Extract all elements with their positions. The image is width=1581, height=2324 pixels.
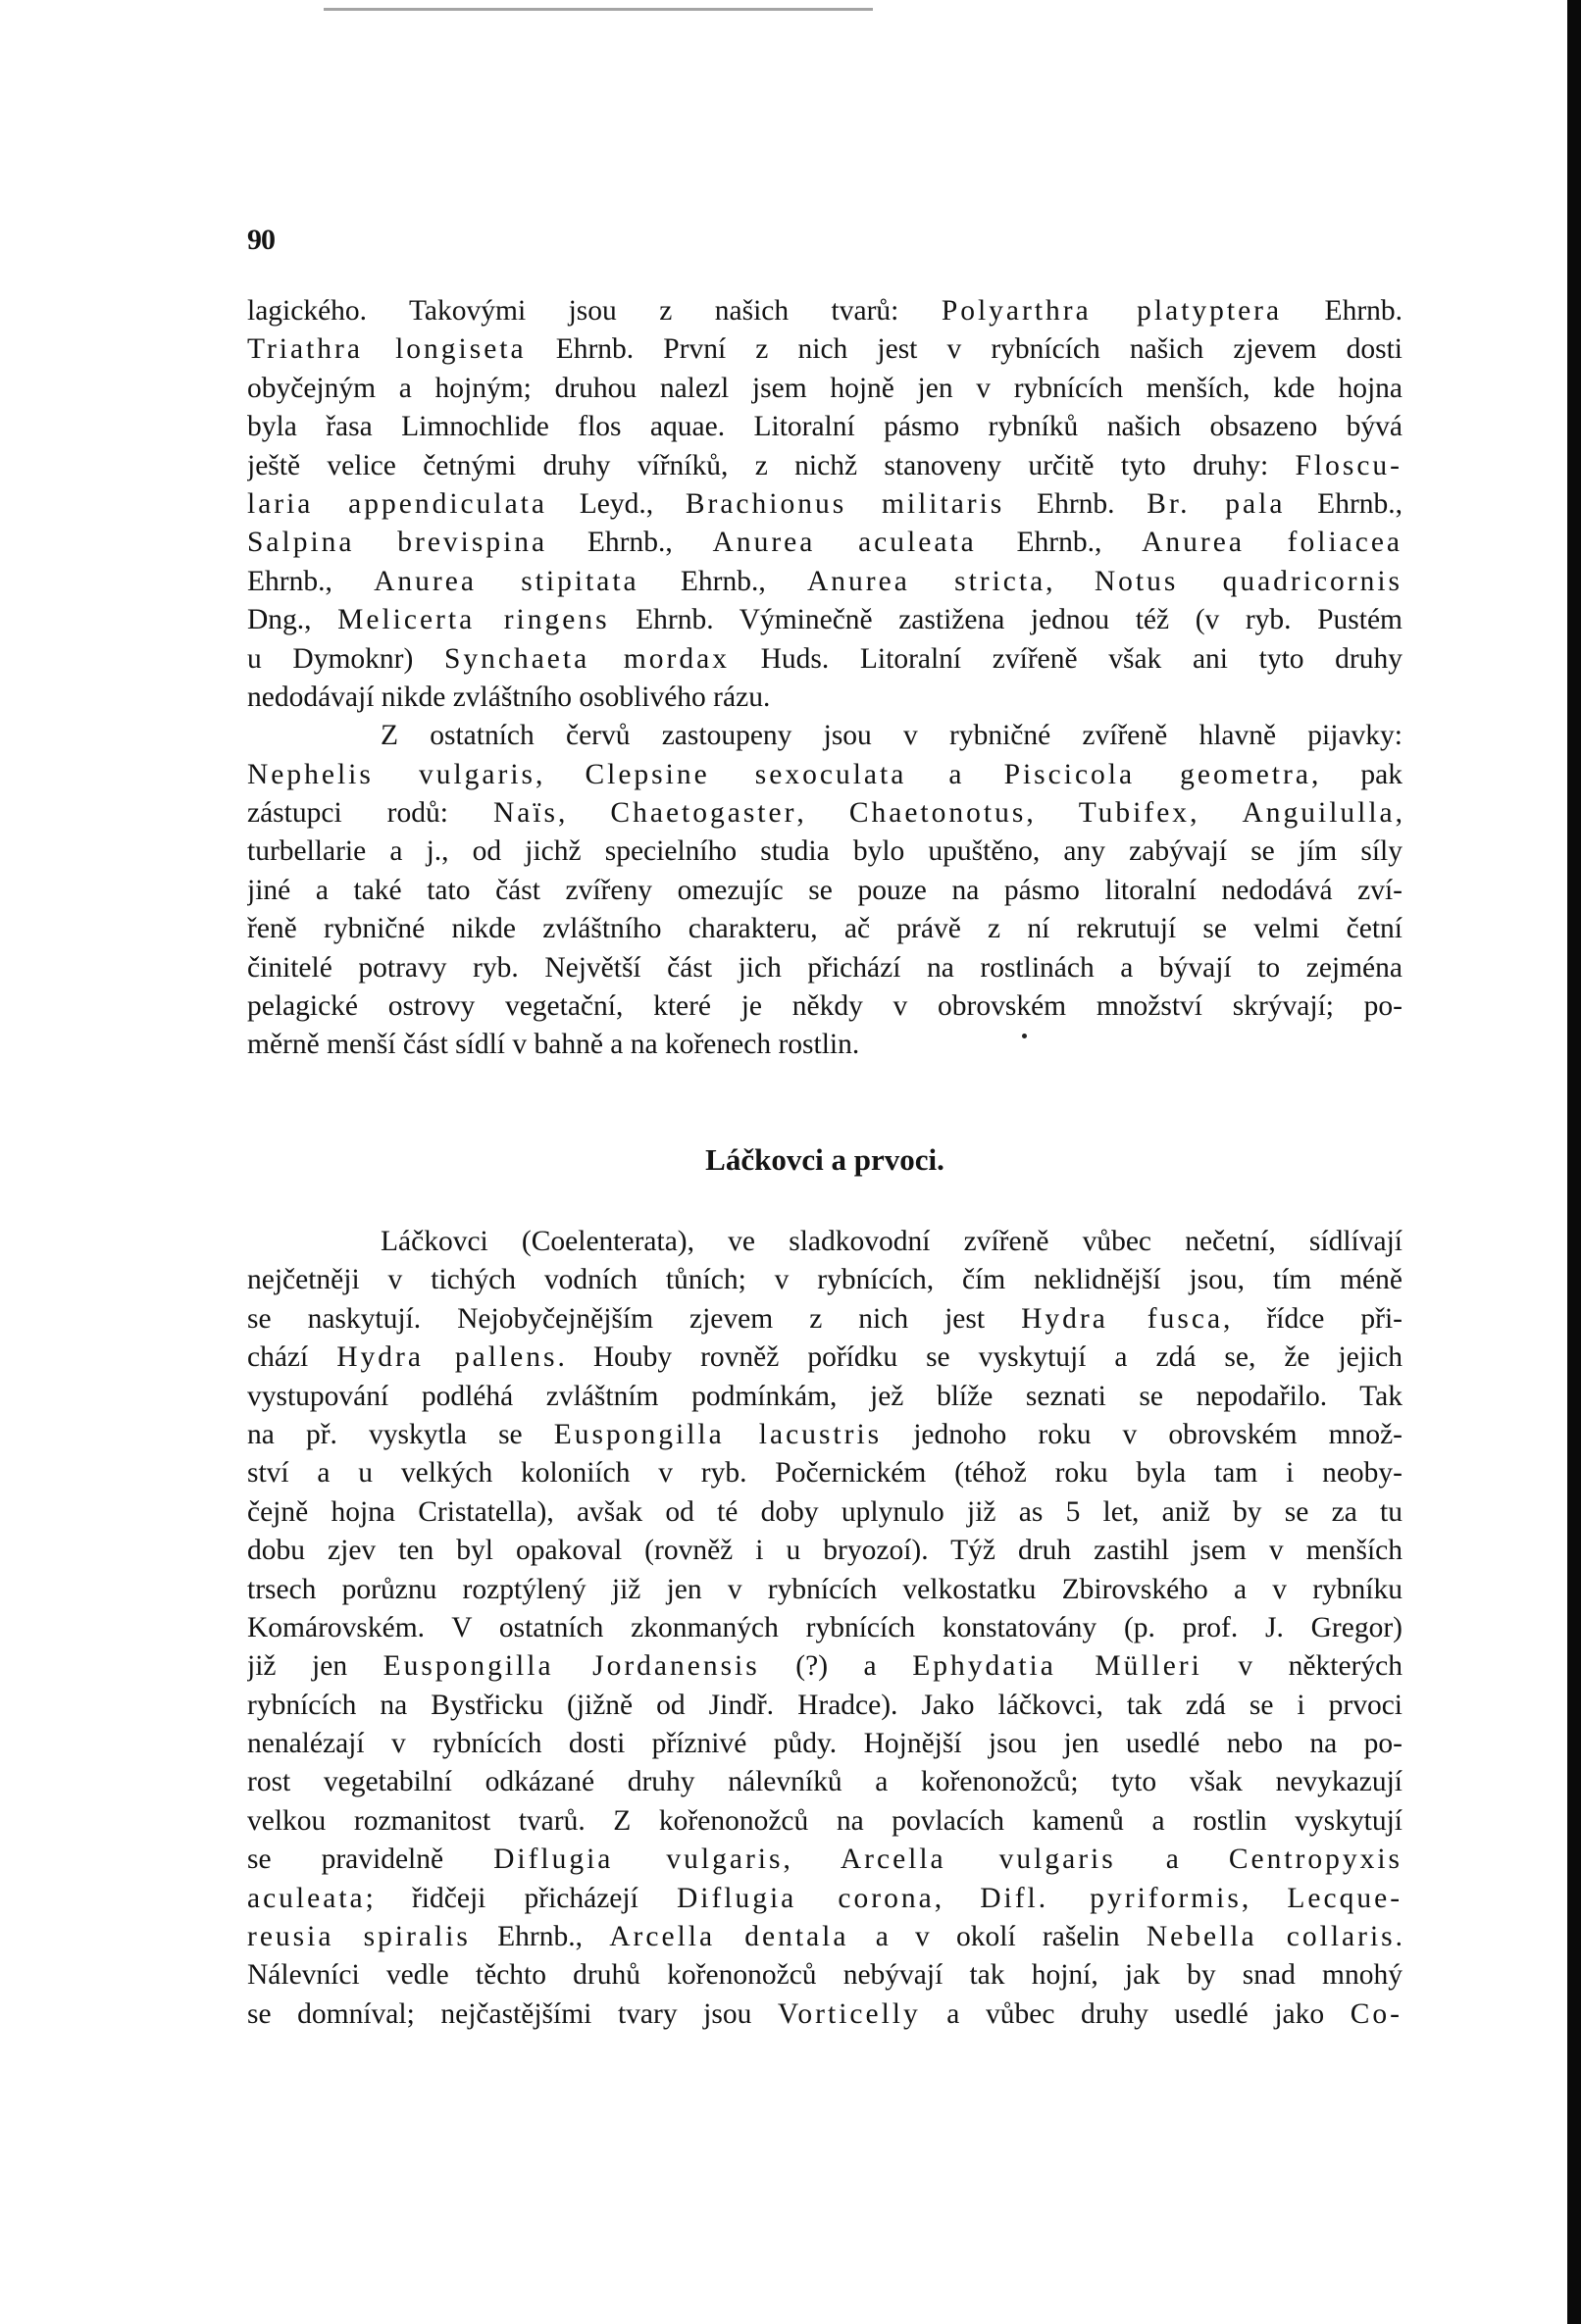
text-run: se domníval; nejčastějšími tvary jsou bbox=[247, 1997, 778, 2030]
text-run: a vůbec druhy usedlé jako bbox=[920, 1997, 1351, 2030]
text-run: lagického. Takovými jsou z našich tvarů: bbox=[247, 295, 942, 327]
text-run: turbellarie a j., od jichž specielního studia bylo upuštěno, any zabývají se jím síly bbox=[247, 835, 1402, 868]
species-name: Br. pala bbox=[1147, 487, 1286, 520]
text-line bbox=[247, 1647, 1402, 1686]
species-name: reusia spiralis bbox=[247, 1921, 471, 1953]
text-line bbox=[247, 1996, 1402, 2034]
text-line bbox=[247, 1725, 1402, 1763]
species-name: Triathra longiseta bbox=[247, 333, 527, 366]
text-run: Láčkovci (Coelenterata), ve sladkovodní zvířeně vůbec nečetní, sídlívají bbox=[381, 1226, 1402, 1257]
species-name: Hydra fusca bbox=[1021, 1302, 1224, 1335]
text-run: Ehrnb., bbox=[638, 565, 807, 597]
species-name: Floscu- bbox=[1295, 449, 1402, 481]
text-run: dobu zjev ten byl opakoval (rovněž i u bryozoí). Týž druh zastihl jsem v menších bbox=[247, 1535, 1402, 1567]
text-run: Z ostatních červů zastoupeny jsou v rybničné zvířeně hlavně pijavky: bbox=[381, 720, 1402, 752]
species-name: Anguilulla bbox=[1242, 797, 1396, 830]
page-number: 90 bbox=[247, 224, 275, 256]
text-run: již jen bbox=[247, 1650, 383, 1683]
text-line bbox=[247, 1261, 1402, 1299]
species-name: Brachionus militaris bbox=[685, 487, 1005, 520]
species-name: Nephelis vulgaris bbox=[247, 758, 536, 790]
text-run: velkou rozmanitost tvarů. Z kořenonožců na povlacích kamenů a rostlin vyskytují bbox=[247, 1804, 1402, 1837]
text-run: , bbox=[783, 1844, 841, 1876]
text-line bbox=[247, 1802, 1402, 1841]
text-run: Leyd., bbox=[546, 487, 686, 520]
text-run: na př. vyskytla se bbox=[247, 1418, 554, 1450]
text-run: , bbox=[1395, 797, 1402, 830]
text-run: Ehrnb., bbox=[247, 565, 375, 597]
text-line bbox=[247, 330, 1402, 369]
text-run: a v okolí rašelin bbox=[848, 1921, 1147, 1953]
text-run: , řídce při- bbox=[1223, 1302, 1402, 1335]
species-name: Euspongilla lacustris bbox=[553, 1418, 883, 1450]
text-run: pelagické ostrovy vegetační, které je někdy v obrovském množství skrývají; po- bbox=[247, 990, 1402, 1023]
text-line bbox=[247, 1532, 1402, 1570]
text-run: obyčejným a hojným; druhou nalezl jsem hojně jen v rybnících menších, kde hojna bbox=[247, 372, 1402, 404]
text-run: Huds. Litoralní zvířeně však ani tyto druhy bbox=[729, 642, 1402, 675]
text-line bbox=[247, 1026, 1402, 1064]
text-line bbox=[247, 1609, 1402, 1647]
paragraph-worms bbox=[247, 292, 1402, 1065]
text-run: Ehrnb. Výminečně zastižena jednou též (v ryb. Pustém bbox=[609, 604, 1402, 636]
text-run: , bbox=[796, 797, 849, 830]
text-run: nedodávají nikde zvláštního osoblivého rázu. bbox=[247, 681, 771, 713]
text-line bbox=[247, 756, 1402, 794]
text-run: jednoho roku v obrovském množ- bbox=[882, 1418, 1402, 1450]
text-run: u Dymoknr) bbox=[247, 642, 444, 675]
text-run: Komárovském. V ostatních zkonmaných rybnících konstatovány (p. prof. J. Gregor) bbox=[247, 1611, 1402, 1643]
text-line bbox=[247, 1880, 1402, 1918]
text-run: Ehrnb. bbox=[1004, 487, 1148, 520]
species-name: Arcella vulgaris bbox=[840, 1844, 1116, 1876]
text-run: činitelé potravy ryb. Největší část jich přichází na rostlinách a bývají to zejména bbox=[247, 951, 1402, 984]
text-line bbox=[247, 679, 1402, 717]
text-run: nejčetněji v tichých vodních tůních; v rybnících, čím neklidnější jsou, tím méně bbox=[247, 1264, 1402, 1296]
text-line bbox=[247, 292, 1402, 330]
text-run: , pak bbox=[1310, 758, 1402, 790]
text-run: se pravidelně bbox=[247, 1844, 494, 1876]
species-name: Ephydatia Mülleri bbox=[912, 1650, 1202, 1683]
text-line bbox=[247, 1300, 1402, 1339]
text-line bbox=[247, 408, 1402, 446]
text-line bbox=[247, 563, 1402, 601]
species-name: Anurea stipitata bbox=[374, 565, 639, 597]
text-run: řeně rybničné nikde zvláštního charakteru, ač právě z ní rekrutují se velmi četní bbox=[247, 913, 1402, 945]
text-run: Ehrnb., bbox=[547, 527, 713, 559]
text-run: , bbox=[1241, 1882, 1288, 1914]
species-name: Tubifex bbox=[1078, 797, 1191, 830]
text-run: Ehrnb. bbox=[1282, 295, 1402, 327]
text-line bbox=[247, 1339, 1402, 1377]
text-line bbox=[247, 949, 1402, 987]
text-run: , bbox=[536, 758, 586, 790]
text-line bbox=[247, 485, 1402, 524]
text-line bbox=[247, 794, 1402, 833]
text-run: nenalézají v rybnících dosti příznivé půdy. Hojnější jsou jen usedlé nebo na po- bbox=[247, 1728, 1402, 1760]
text-run: čejně hojna Cristatella), avšak od té doby uplynulo již as 5 let, aniž by se za tu bbox=[247, 1495, 1402, 1528]
text-run: trsech porůznu rozptýlený již jen v rybnících velkostatku Zbirovského a v rybníku bbox=[247, 1573, 1402, 1605]
text-run: byla řasa Limnochlide flos aquae. Litoralní pásmo rybníků našich obsazeno bývá bbox=[247, 411, 1402, 443]
species-name: Vorticelly bbox=[777, 1997, 921, 2030]
species-name: Nebella collaris bbox=[1146, 1921, 1396, 1953]
text-run: Nálevníci vedle těchto druhů kořenonožců nebývají tak hojní, jak by snad mnohý bbox=[247, 1959, 1402, 1992]
text-run: ještě velice četnými druhy vířníků, z nichž stanoveny určitě tyto druhy: bbox=[247, 449, 1296, 481]
text-line bbox=[247, 524, 1402, 562]
text-line bbox=[247, 1223, 1402, 1261]
text-run: Ehrnb., bbox=[976, 527, 1143, 559]
species-name: Co- bbox=[1350, 1997, 1402, 2030]
text-run: jiné a také tato část zvířeny omezujíc se pouze na pásmo litoralní nedodává zví- bbox=[247, 874, 1402, 906]
text-run: zástupci rodů: bbox=[247, 797, 493, 830]
text-run: Ehrnb. První z nich jest v rybnících našich zjevem dosti bbox=[526, 333, 1402, 366]
species-name: laria appendiculata bbox=[247, 487, 547, 520]
species-name: Synchaeta mordax bbox=[443, 642, 730, 675]
text-run: Dng., bbox=[247, 604, 338, 636]
text-run: a bbox=[906, 758, 1004, 790]
text-line bbox=[247, 447, 1402, 485]
text-line bbox=[247, 1763, 1402, 1801]
species-name: Diflugia vulgaris bbox=[493, 1844, 784, 1876]
text-line bbox=[247, 1956, 1402, 1995]
text-run: , bbox=[1046, 565, 1095, 597]
species-name: Centropyxis bbox=[1228, 1844, 1402, 1876]
text-run: měrně menší část sídlí v bahně a na kořenech rostlin. bbox=[247, 1029, 860, 1061]
species-name: Euspongilla Jordanensis bbox=[382, 1650, 760, 1683]
species-name: Anurea foliacea bbox=[1142, 527, 1402, 559]
text-run: (?) a bbox=[759, 1650, 913, 1683]
species-name: Hydra pallens bbox=[336, 1341, 558, 1374]
species-name: Diflugia corona bbox=[676, 1882, 935, 1914]
species-name: Salpina brevispina bbox=[247, 527, 548, 559]
text-line bbox=[247, 640, 1402, 679]
text-run: ; řidčeji přicházejí bbox=[365, 1882, 677, 1914]
paragraph-coelenterata-protozoa bbox=[247, 1223, 1402, 2034]
print-speck bbox=[1022, 1034, 1027, 1038]
species-name: Notus quadricornis bbox=[1094, 565, 1402, 597]
text-line bbox=[247, 1493, 1402, 1532]
text-run: rybnících na Bystřicku (jižně od Jindř. Hradce). Jako láčkovci, tak zdá se i prvoci bbox=[247, 1689, 1402, 1721]
scan-top-rule bbox=[324, 8, 873, 11]
scan-edge bbox=[1567, 0, 1581, 2324]
text-line bbox=[247, 1416, 1402, 1454]
species-name: Melicerta ringens bbox=[337, 604, 610, 636]
text-run: . bbox=[1395, 1921, 1402, 1953]
text-run: , bbox=[1190, 797, 1243, 830]
species-name: Piscicola geometra bbox=[1003, 758, 1311, 790]
text-run: Ehrnb., bbox=[470, 1921, 610, 1953]
species-name: Anurea aculeata bbox=[712, 527, 977, 559]
text-line bbox=[247, 1571, 1402, 1609]
text-line bbox=[247, 910, 1402, 948]
species-name: Polyarthra platyptera bbox=[941, 295, 1283, 327]
species-name: Difl. pyriformis bbox=[980, 1882, 1242, 1914]
text-line bbox=[247, 717, 1402, 755]
species-name: Anurea stricta bbox=[807, 565, 1046, 597]
text-run: . Houby rovněž pořídku se vyskytují a zdá se, že jejich bbox=[557, 1341, 1402, 1374]
section-heading: Láčkovci a prvoci. bbox=[705, 1142, 944, 1177]
text-line bbox=[247, 1454, 1402, 1492]
species-name: Chaetogaster bbox=[610, 797, 797, 830]
text-run: rost vegetabilní odkázané druhy nálevníků a kořenonožců; tyto však nevykazují bbox=[247, 1766, 1402, 1798]
text-run: ství a u velkých koloniích v ryb. Počernickém (téhož roku byla tam i neoby- bbox=[247, 1457, 1402, 1490]
text-run: , bbox=[1026, 797, 1079, 830]
text-line bbox=[247, 370, 1402, 408]
species-name: Lecque- bbox=[1287, 1882, 1402, 1914]
text-run: a bbox=[1115, 1844, 1229, 1876]
text-line bbox=[247, 1918, 1402, 1956]
text-run: chází bbox=[247, 1341, 337, 1374]
text-line bbox=[247, 872, 1402, 910]
species-name: Arcella dentala bbox=[609, 1921, 849, 1953]
text-run: , bbox=[934, 1882, 981, 1914]
text-run: , bbox=[558, 797, 611, 830]
text-line bbox=[247, 1841, 1402, 1879]
text-run: v některých bbox=[1201, 1650, 1402, 1683]
text-run: vystupování podléhá zvláštním podmínkám, jež blíže seznati se nepodařilo. Tak bbox=[247, 1380, 1402, 1412]
text-line bbox=[247, 833, 1402, 871]
text-line bbox=[247, 987, 1402, 1026]
text-run: se naskytují. Nejobyčejnějším zjevem z nich jest bbox=[247, 1302, 1022, 1335]
text-line bbox=[247, 1378, 1402, 1416]
species-name: Chaetonotus bbox=[848, 797, 1027, 830]
text-line bbox=[247, 1687, 1402, 1725]
text-run: Ehrnb., bbox=[1285, 487, 1402, 520]
species-name: Clepsine sexoculata bbox=[585, 758, 907, 790]
text-line bbox=[247, 601, 1402, 639]
species-name: Naïs bbox=[492, 797, 559, 830]
species-name: aculeata bbox=[247, 1882, 366, 1914]
